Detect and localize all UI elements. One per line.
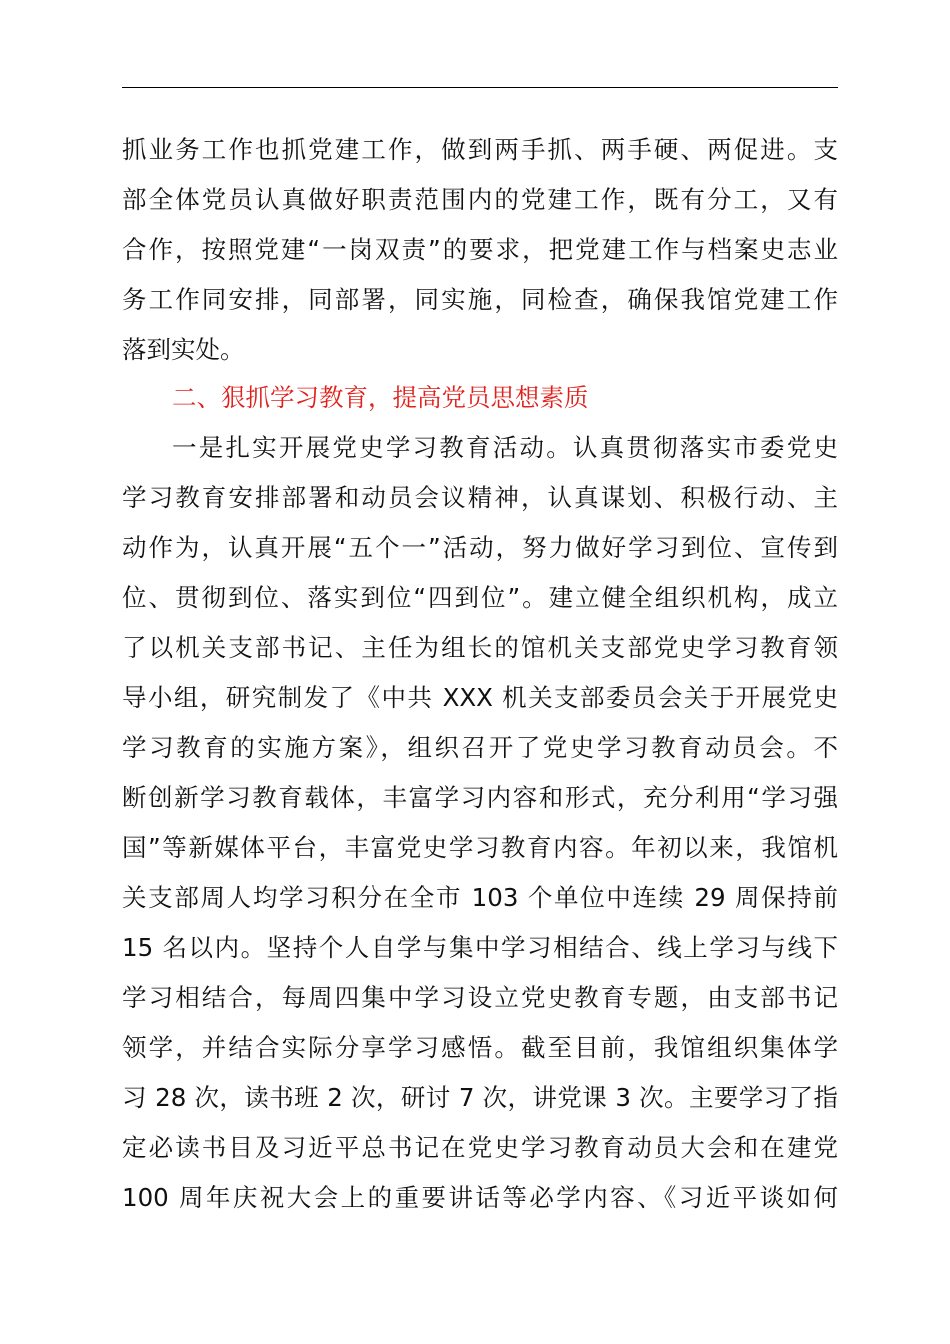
- section-heading: 二、狠抓学习教育，提高党员思想素质: [172, 383, 589, 412]
- text-line: 部全体党员认真做好职责范围内的党建工作，既有分工，又有: [122, 185, 838, 214]
- text-line: 学习相结合，每周四集中学习设立党史教育专题，由支部书记: [122, 983, 838, 1012]
- header-rule: [122, 87, 838, 88]
- text-line: 动作为，认真开展“五个一”活动，努力做好学习到位、宣传到: [122, 533, 838, 562]
- text-line: 了以机关支部书记、主任为组长的馆机关支部党史学习教育领: [122, 633, 838, 662]
- text-line: 国”等新媒体平台，丰富党史学习教育内容。年初以来，我馆机: [122, 833, 838, 862]
- text-line: 100 周年庆祝大会上的重要讲话等必学内容、《习近平谈如何: [122, 1183, 838, 1212]
- text-line: 位、贯彻到位、落实到位“四到位”。建立健全组织机构，成立: [122, 583, 838, 612]
- text-line: 合作，按照党建“一岗双责”的要求，把党建工作与档案史志业: [122, 235, 838, 264]
- text-line: 定必读书目及习近平总书记在党史学习教育动员大会和在建党: [122, 1133, 838, 1162]
- text-line: 断创新学习教育载体，丰富学习内容和形式，充分利用“学习强: [122, 783, 838, 812]
- text-line: 学习教育安排部署和动员会议精神，认真谋划、积极行动、主: [122, 483, 838, 512]
- text-line: 一是扎实开展党史学习教育活动。认真贯彻落实市委党史: [172, 433, 838, 462]
- text-line: 务工作同安排，同部署，同实施，同检查，确保我馆党建工作: [122, 285, 838, 314]
- text-line: 学习教育的实施方案》，组织召开了党史学习教育动员会。不: [122, 733, 838, 762]
- text-line: 习 28 次，读书班 2 次，研讨 7 次，讲党课 3 次。主要学习了指: [122, 1083, 838, 1112]
- text-line: 关支部周人均学习积分在全市 103 个单位中连续 29 周保持前: [122, 883, 838, 912]
- text-line: 领学，并结合实际分享学习感悟。截至目前，我馆组织集体学: [122, 1033, 838, 1062]
- text-line: 15 名以内。坚持个人自学与集中学习相结合、线上学习与线下: [122, 933, 838, 962]
- text-line: 落到实处。: [122, 335, 245, 364]
- text-line: 导小组，研究制发了《中共 XXX 机关支部委员会关于开展党史: [122, 683, 838, 712]
- text-line: 抓业务工作也抓党建工作，做到两手抓、两手硬、两促进。支: [122, 135, 838, 164]
